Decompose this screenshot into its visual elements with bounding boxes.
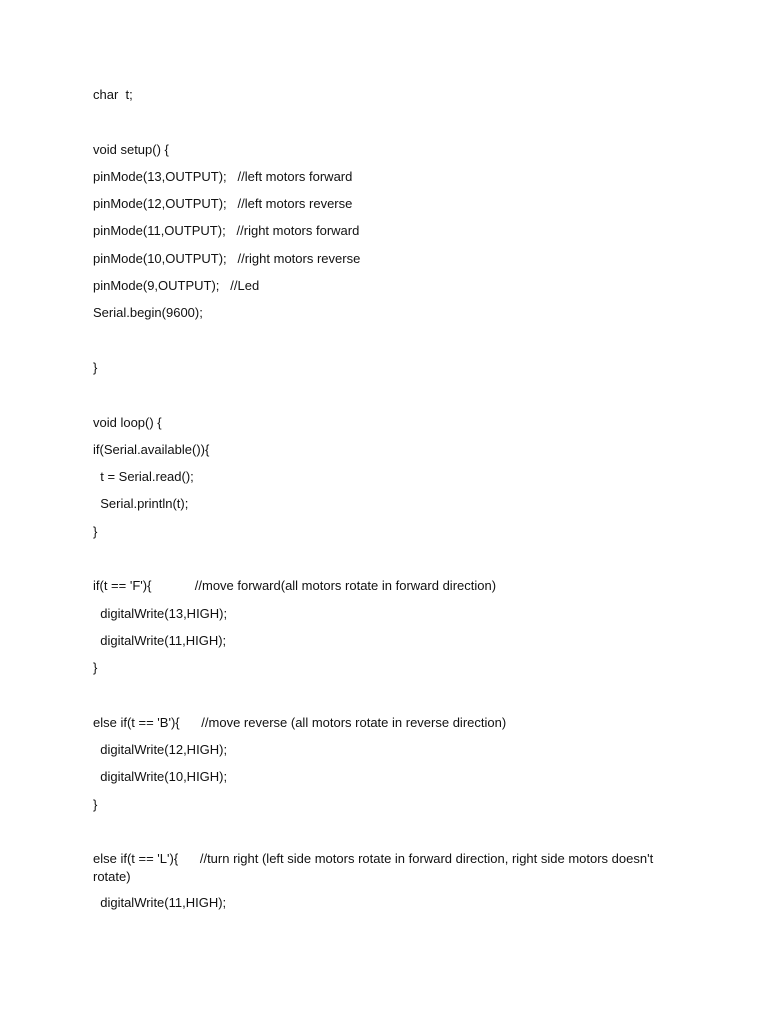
- code-line: digitalWrite(10,HIGH);: [93, 769, 228, 785]
- code-line: }: [93, 523, 98, 539]
- code-line: Serial.println(t);: [93, 496, 189, 512]
- code-line: char t;: [93, 87, 133, 102]
- code-line: Serial.begin(9600);: [93, 305, 203, 321]
- code-line: pinMode(9,OUTPUT); //Led: [93, 278, 260, 294]
- code-line: }: [93, 359, 98, 375]
- code-line: pinMode(12,OUTPUT); //left motors reverse: [93, 196, 353, 212]
- blank-line: [93, 332, 683, 350]
- code-line: t = Serial.read();: [93, 469, 194, 485]
- code-line: if(t == 'F'){ //move forward(all motors rotate in forward direction): [93, 578, 497, 594]
- code-line: digitalWrite(13,HIGH);: [93, 605, 228, 621]
- code-line: void setup() {: [93, 141, 169, 157]
- code-line: pinMode(10,OUTPUT); //right motors reverse: [93, 250, 361, 266]
- blank-line: [93, 386, 683, 404]
- code-line: if(Serial.available()){: [93, 441, 210, 457]
- blank-line: [93, 687, 683, 705]
- code-line: pinMode(11,OUTPUT); //right motors forward: [93, 223, 360, 239]
- blank-line: [93, 823, 683, 841]
- code-line: }: [93, 796, 98, 812]
- code-line: void loop() {: [93, 414, 162, 430]
- code-line: digitalWrite(12,HIGH);: [93, 742, 228, 758]
- blank-line: [93, 550, 683, 568]
- code-line: else if(t == 'L'){ //turn right (left side motors rotate in forward direction, right side motors doesn't rotate): [93, 851, 657, 885]
- code-line: else if(t == 'B'){ //move reverse (all motors rotate in reverse direction): [93, 714, 507, 730]
- code-listing: [93, 86, 683, 922]
- code-line: }: [93, 660, 98, 676]
- code-line: digitalWrite(11,HIGH);: [93, 895, 227, 911]
- code-line: digitalWrite(11,HIGH);: [93, 632, 227, 648]
- code-line: pinMode(13,OUTPUT); //left motors forward: [93, 168, 353, 184]
- blank-line: [93, 113, 683, 131]
